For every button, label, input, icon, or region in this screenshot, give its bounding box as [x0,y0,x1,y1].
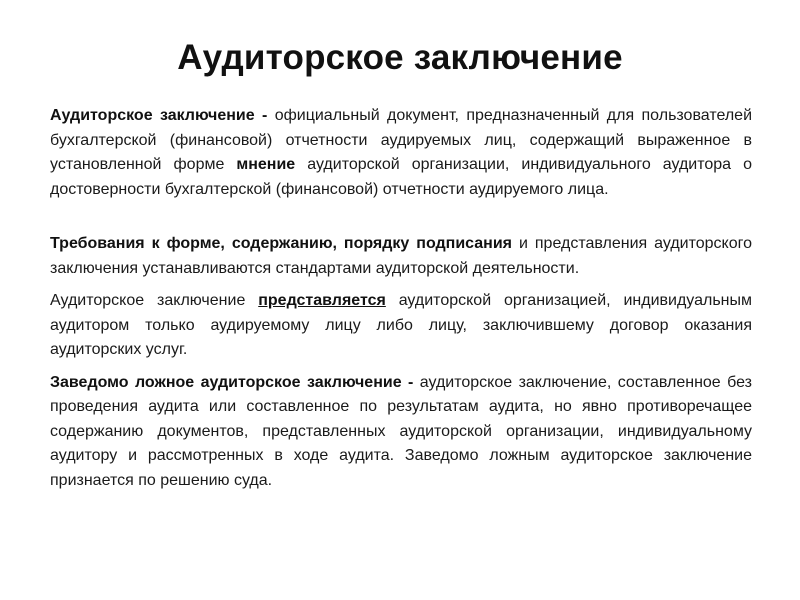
definition-paragraph [50,104,752,202]
definition-text-part2: аудиторской организации, индивидуального аудитора о достоверности бухгалтерской (финансовой) отчетности аудируемого лица. [50,156,752,198]
term-false-report: Заведомо ложное аудиторское заключение - [50,373,414,391]
definition-text-part1: официальный документ, предназначенный для пользователей бухгалтерской (финансовой) отчетности аудируемых лиц, содержащий выраженное в установленной форме [50,107,753,173]
presentation-paragraph [50,289,752,363]
emphasis-opinion: мнение [236,156,296,173]
presentation-text-part2: аудиторской организацией, индивидуальным аудитором только аудируемому лицу либо лицу, заключившему договор оказания аудиторских услуг. [50,292,753,358]
false-report-text: аудиторское заключение, составленное без проведения аудита или составленное по результатам аудита, но явно противоречащее содержанию документов, представленных аудиторской организации, индивидуальному аудитору и рассмотренных в ходе аудита. Заведомо ложным аудиторское заключение признается по решению суда. [50,373,752,489]
false-report-paragraph [50,371,752,494]
slide-body [50,104,752,493]
presentation-text-part1: Аудиторское заключение [50,292,259,309]
slide-title: Аудиторское заключение [177,38,623,77]
emphasis-presented: представляется [258,292,386,309]
term-audit-report: Аудиторское заключение - [50,107,268,124]
term-requirements: Требования к форме, содержанию, порядку подписания [50,235,513,252]
requirements-paragraph [50,232,752,281]
requirements-text: и представления аудиторского заключения устанавливаются стандартами аудиторской деятельности. [50,235,753,277]
